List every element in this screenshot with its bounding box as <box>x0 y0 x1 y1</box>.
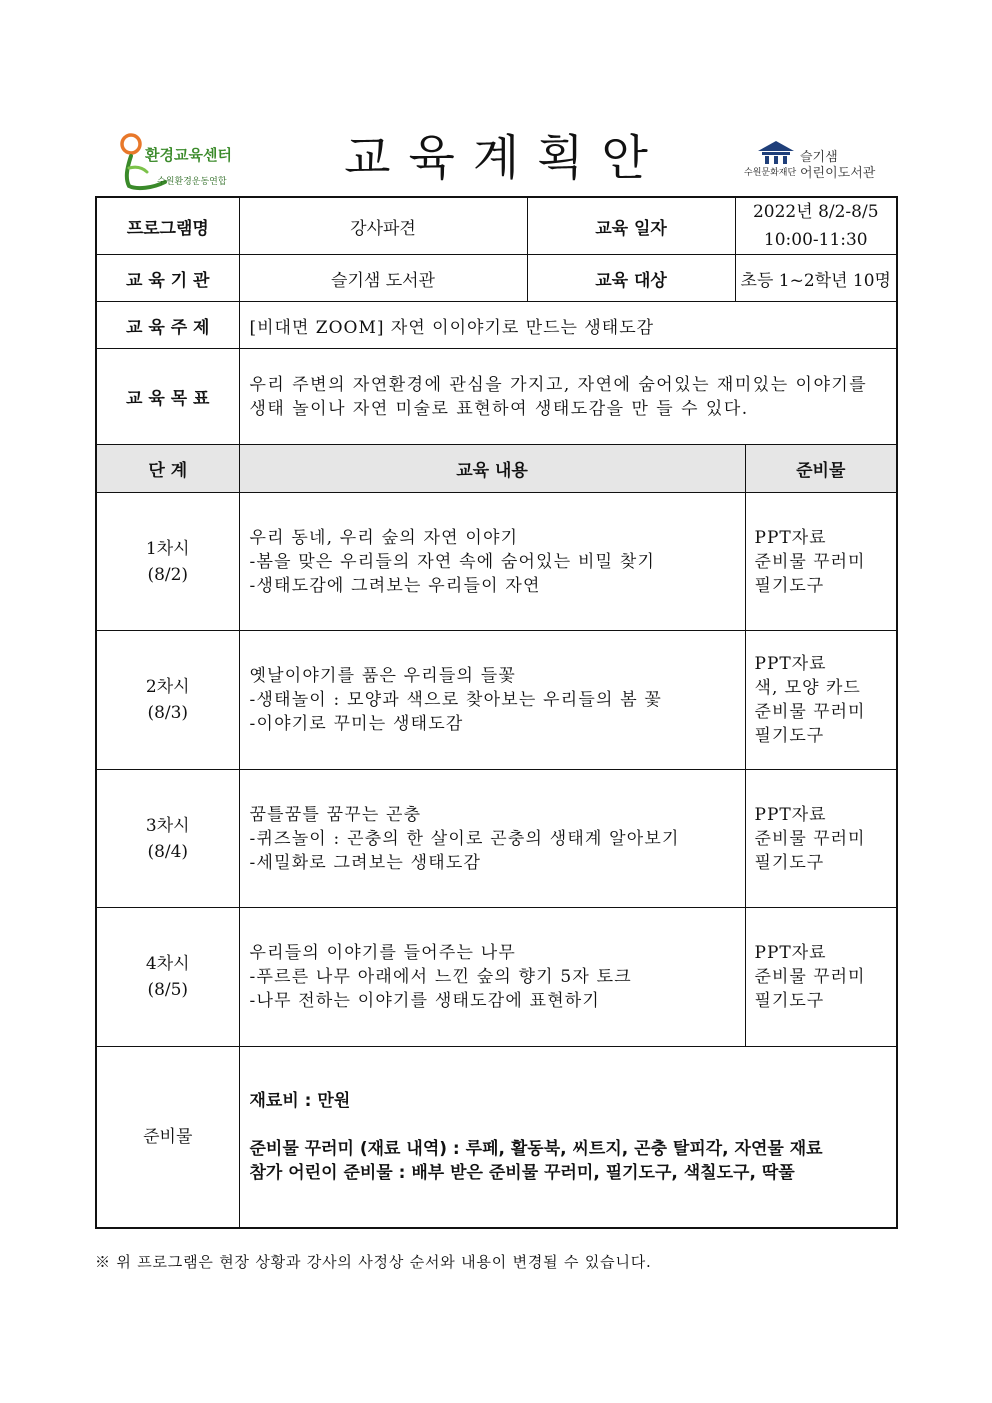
session-step <box>96 631 239 770</box>
education-date-label: 교육 일자 <box>527 197 735 255</box>
session-date: (8/2) <box>147 564 189 585</box>
content-line: 우리들의 이야기를 들어주는 나무 <box>249 943 517 963</box>
target-value: 초등 1~2학년 10명 <box>735 255 897 302</box>
institution-label: 교 육 기 관 <box>96 255 239 302</box>
session-content <box>239 493 745 631</box>
session-date: (8/5) <box>147 980 189 1000</box>
foundation-name: 수원문화재단 <box>744 168 797 178</box>
session-date: (8/4) <box>147 841 189 862</box>
content-line: -생태도감에 그려보는 우리들이 자연 <box>249 575 541 596</box>
program-name-value: 강사파견 <box>239 197 527 255</box>
footnote: ※ 위 프로그램은 현장 상황과 강사의 사정상 순서와 내용이 변경될 수 있습니다. <box>95 1253 652 1271</box>
material-item: 필기도구 <box>754 726 825 746</box>
material-item: 필기도구 <box>754 575 825 596</box>
content-line: 우리 동네, 우리 숲의 자연 이야기 <box>249 527 519 548</box>
session-row <box>96 631 897 770</box>
session-row <box>96 493 897 631</box>
content-line: -생태놀이 : 모양과 색으로 찾아보는 우리들의 봄 꽃 <box>249 690 663 710</box>
child-supplies: 참가 어린이 준비물 : 배부 받은 준비물 꾸러미, 필기도구, 색칠도구, 딱풀 <box>249 1162 795 1183</box>
content-line: 꿈틀꿈틀 꿈꾸는 곤충 <box>249 804 422 825</box>
material-item: PPT자료 <box>754 527 827 548</box>
goal-value <box>239 349 897 445</box>
target-label: 교육 대상 <box>527 255 735 302</box>
session-number: 2차시 <box>145 677 190 697</box>
content-line: 옛날이야기를 품은 우리들의 들꽃 <box>249 666 517 686</box>
content-line: -봄을 맞은 우리들의 자연 속에 숨어있는 비밀 찾기 <box>249 551 656 572</box>
topic-label: 교 육 주 제 <box>96 302 239 349</box>
education-date-value <box>735 197 897 255</box>
materials-column-header: 준비물 <box>745 445 897 493</box>
material-item: 필기도구 <box>754 852 825 873</box>
goal-label: 교 육 목 표 <box>96 349 239 445</box>
session-step <box>96 770 239 908</box>
supplies-label: 준비물 <box>96 1047 239 1228</box>
step-column-header: 단 계 <box>96 445 239 493</box>
content-column-header: 교육 내용 <box>239 445 745 493</box>
material-item: PPT자료 <box>754 804 827 825</box>
institution-value: 슬기샘 도서관 <box>239 255 527 302</box>
logo-wordmark: 환경교육센터 <box>145 146 232 164</box>
building-icon <box>756 140 796 166</box>
spacer <box>250 1113 897 1137</box>
content-line: -세밀화로 그려보는 생태도감 <box>249 852 482 873</box>
topic-value: [비대면 ZOOM] 자연 이이야기로 만드는 생태도감 <box>239 302 897 349</box>
material-item: 색, 모양 카드 <box>754 678 861 698</box>
kit-contents: 준비물 꾸러미 (재료 내역) : 루페, 활동북, 씨트지, 곤충 탈피각, 자연물 재료 <box>249 1138 823 1159</box>
program-name-label: 프로그램명 <box>96 197 239 255</box>
date-range: 2022년 8/2-8/5 <box>752 202 879 222</box>
goal-line-2: 생태 놀이나 자연 미술로 표현하여 생태도감을 만 들 수 있다. <box>249 398 749 419</box>
content-line: -이야기로 꾸미는 생태도감 <box>249 714 464 734</box>
time-range: 10:00-11:30 <box>763 230 868 250</box>
material-item: 필기도구 <box>754 991 825 1011</box>
education-plan-table <box>95 196 898 1229</box>
material-item: 준비물 꾸러미 <box>754 967 866 987</box>
logo-subtext: 수원환경운동연합 <box>157 177 227 187</box>
library-logo <box>742 140 892 180</box>
content-line: -퀴즈놀이 : 곤충의 한 살이로 곤충의 생태계 알아보기 <box>249 828 680 849</box>
page-title: 교육계획안 <box>344 130 666 186</box>
session-step <box>96 493 239 631</box>
session-materials <box>745 770 897 908</box>
session-content <box>239 631 745 770</box>
session-number: 4차시 <box>145 954 190 974</box>
goal-line-1: 우리 주변의 자연환경에 관심을 가지고, 자연에 숨어있는 재미있는 이야기를 <box>249 374 868 395</box>
session-row <box>96 770 897 908</box>
material-cost: 재료비 : 만원 <box>249 1090 351 1111</box>
library-name-line2: 어린이도서관 <box>800 166 876 181</box>
session-date: (8/3) <box>147 703 189 723</box>
material-item: 준비물 꾸러미 <box>754 551 866 572</box>
material-item: PPT자료 <box>754 654 827 674</box>
supplies-details <box>239 1047 897 1228</box>
material-item: 준비물 꾸러미 <box>754 828 866 849</box>
session-number: 3차시 <box>145 815 190 836</box>
material-item: PPT자료 <box>754 943 827 963</box>
session-content <box>239 908 745 1047</box>
session-content <box>239 770 745 908</box>
session-number: 1차시 <box>145 538 190 559</box>
content-line: -나무 전하는 이야기를 생태도감에 표현하기 <box>249 991 601 1011</box>
content-line: -푸르른 나무 아래에서 느낀 숲의 향기 5자 토크 <box>249 967 632 987</box>
material-item: 준비물 꾸러미 <box>754 702 866 722</box>
session-materials <box>745 631 897 770</box>
library-name-line1: 슬기샘 <box>800 150 838 165</box>
session-step <box>96 908 239 1047</box>
environment-education-center-logo <box>117 128 267 194</box>
session-materials <box>745 493 897 631</box>
session-row <box>96 908 897 1047</box>
session-materials <box>745 908 897 1047</box>
